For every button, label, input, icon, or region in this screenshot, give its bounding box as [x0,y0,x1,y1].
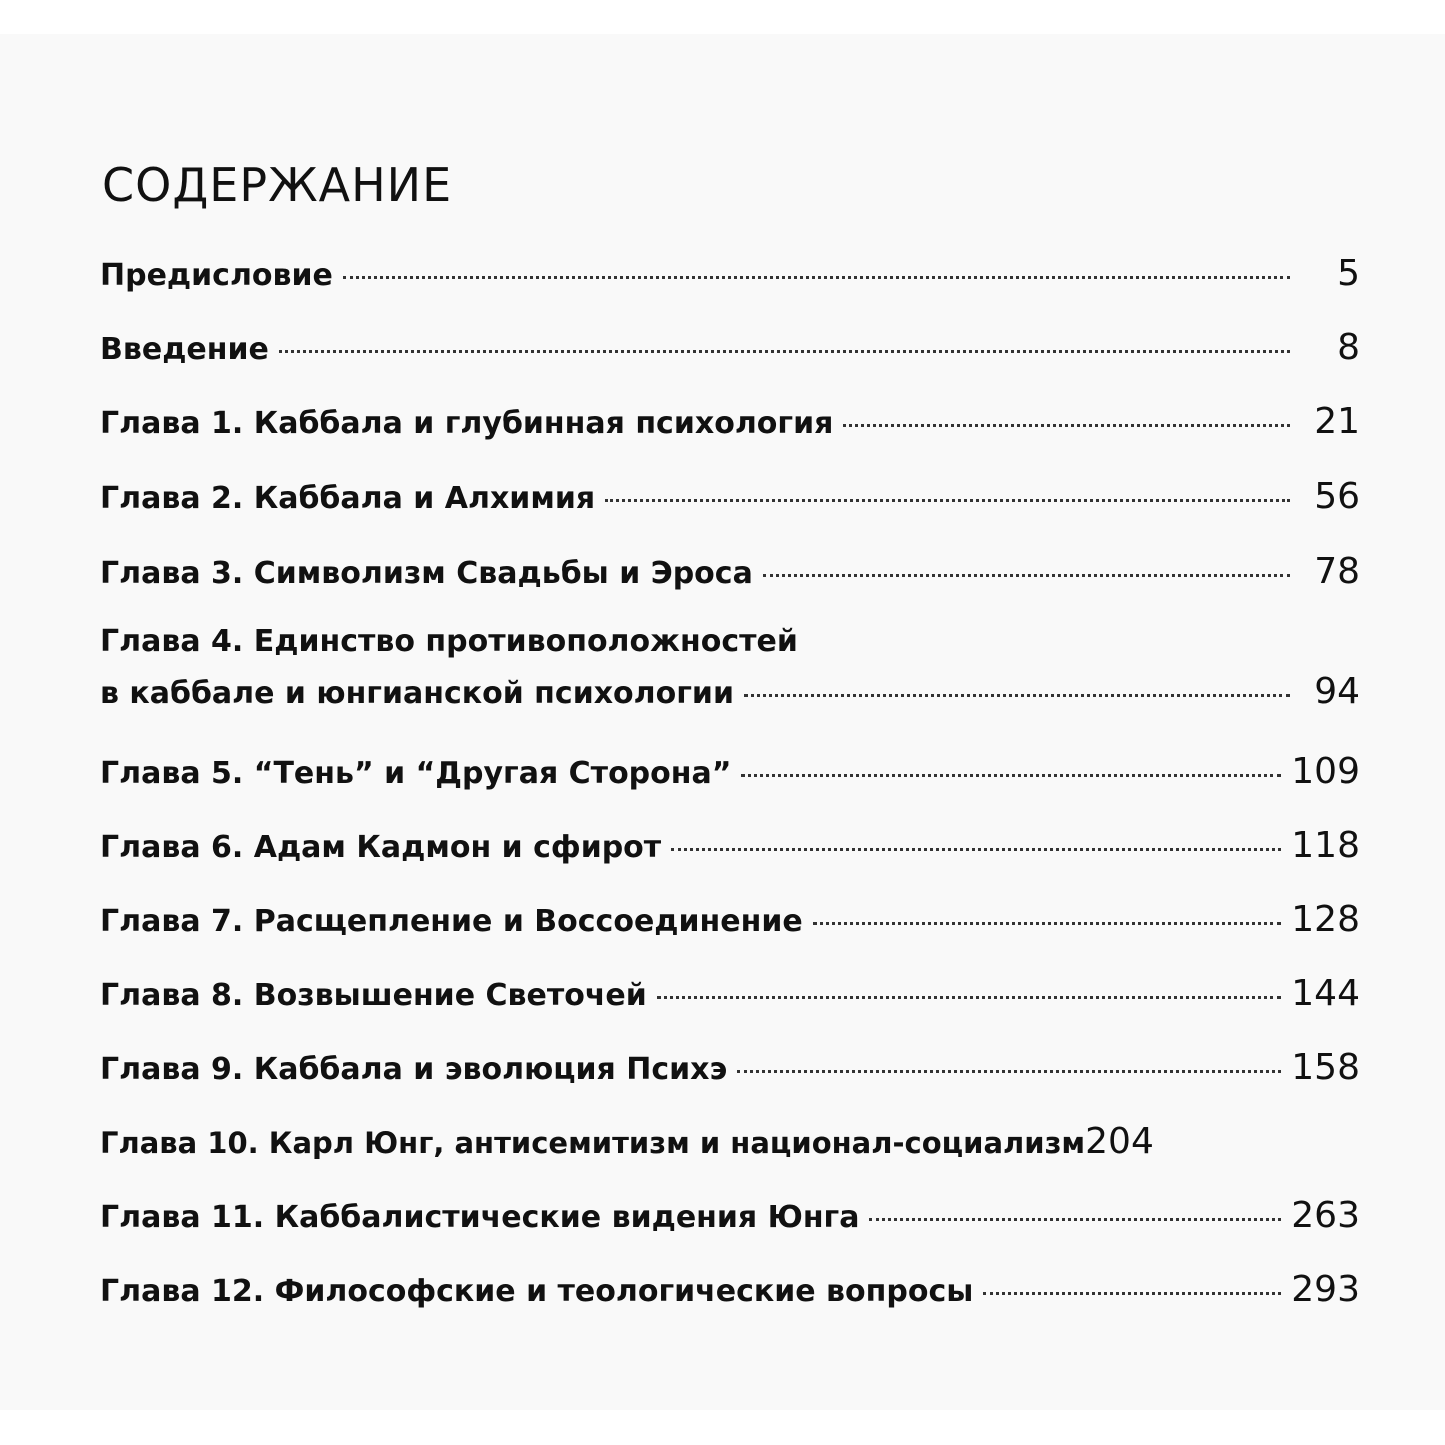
toc-entry-chapter-12 [100,1268,1360,1311]
toc-entry-chapter-7 [100,898,1360,941]
toc-entry-chapter-3 [100,550,1360,593]
toc-entry-page: 144 [1291,973,1360,1014]
toc-entry-page: 128 [1291,899,1360,940]
toc-entry-label: Глава 7. Расщепление и Воссоединение [100,904,803,939]
dot-leader [343,276,1290,279]
book-page [0,34,1445,1410]
dot-leader [744,694,1290,697]
toc-entry-chapter-11 [100,1194,1360,1237]
dot-leader [741,774,1281,777]
dot-leader [843,424,1290,427]
toc-entry-chapter-8 [100,972,1360,1015]
toc-entry-label: Глава 1. Каббала и глубинная психология [100,406,834,441]
toc-entry-chapter-5 [100,750,1360,793]
toc-entry-page: 118 [1291,825,1360,866]
toc-entry-page: 78 [1314,551,1360,592]
toc-entry-label: Введение [100,332,269,367]
toc-entry-label: Глава 2. Каббала и Алхимия [100,481,596,516]
toc-entry-label: Глава 5. “Тень” и “Другая Сторона” [100,756,732,791]
toc-entry-page: 293 [1291,1269,1360,1310]
toc-entry-label: Глава 8. Возвышение Светочей [100,978,647,1013]
toc-entry-label: Предисловие [100,258,333,293]
dot-leader [279,350,1290,353]
toc-entry-label: Глава 10. Карл Юнг, антисемитизм и национал-социализм [100,1126,1086,1160]
toc-entry-label-line-2: в каббале и юнгианской психологии [100,676,734,711]
toc-entry-introduction [100,326,1360,369]
toc-entry-page: 56 [1314,476,1360,517]
toc-entry-page: 8 [1337,327,1360,368]
toc-heading: СОДЕРЖАНИЕ [102,158,453,212]
toc-entry-chapter-9 [100,1046,1360,1089]
toc-entry-page: 158 [1291,1047,1360,1088]
toc-entry-page: 94 [1314,671,1360,712]
dot-leader [869,1218,1281,1221]
toc-entry-chapter-6 [100,824,1360,867]
toc-entry-page: 109 [1291,751,1360,792]
dot-leader [605,499,1290,502]
toc-entry-label: Глава 6. Адам Кадмон и сфирот [100,830,662,865]
dot-leader [983,1292,1281,1295]
toc-entry-label: Глава 12. Философские и теологические вопросы [100,1274,974,1309]
toc-entry-page: 204 [1085,1121,1154,1162]
dot-leader [763,574,1290,577]
toc-entry-page: 263 [1291,1195,1360,1236]
toc-entry-label: Глава 9. Каббала и эволюция Психэ [100,1052,728,1087]
toc-entry-chapter-10 [100,1120,1360,1163]
dot-leader [737,1070,1281,1073]
toc-entry-chapter-4 [100,624,1360,713]
toc-entry-label: Глава 11. Каббалистические видения Юнга [100,1200,860,1235]
toc-entry-label-line-1: Глава 4. Единство противоположностей [100,624,798,659]
dot-leader [813,922,1282,925]
dot-leader [657,996,1281,999]
toc-entry-page: 5 [1337,253,1360,294]
toc-entry-label: Глава 3. Символизм Свадьбы и Эроса [100,556,753,591]
toc-entry-chapter-2 [100,475,1360,518]
dot-leader [671,848,1281,851]
toc-entry-preface [100,252,1360,295]
toc-entry-chapter-1 [100,400,1360,443]
toc-entry-page: 21 [1314,401,1360,442]
